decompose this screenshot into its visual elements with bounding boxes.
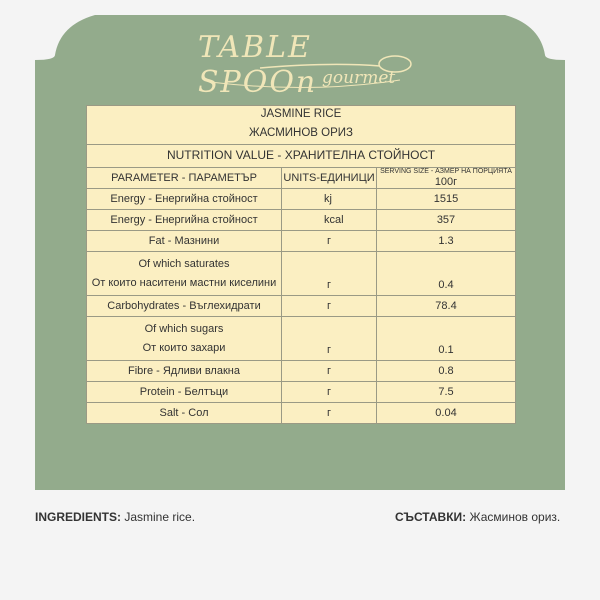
nutrient-label: Protein - Белтъци (87, 382, 282, 403)
ingredients-en-label: INGREDIENTS: (35, 510, 122, 524)
nutrient-unit: kj (282, 189, 377, 210)
brand-logo (190, 22, 420, 102)
nutrient-unit: г (282, 317, 377, 361)
ingredients-en-text: Jasmine rice. (121, 510, 196, 524)
nutrient-unit: г (282, 403, 377, 424)
product-name-bg: ЖАСМИНОВ ОРИЗ (87, 124, 516, 145)
column-header-units: UNITS-ЕДИНИЦИ (282, 168, 377, 189)
nutrient-value: 1.3 (377, 231, 516, 252)
nutrient-unit: г (282, 382, 377, 403)
table-row (87, 296, 516, 317)
nutrient-unit: г (282, 361, 377, 382)
table-row (87, 382, 516, 403)
nutrient-label: Salt - Сол (87, 403, 282, 424)
nutrient-value: 357 (377, 210, 516, 231)
column-header-serving (377, 168, 516, 189)
nutrient-label: Energy - Енергийна стойност (87, 210, 282, 231)
ingredients-bg (395, 510, 560, 524)
logo-main-text: TABLE SPOOn (198, 30, 318, 100)
nutrient-unit: г (282, 296, 377, 317)
nutrient-value: 0.4 (377, 252, 516, 296)
nutrient-label (87, 317, 282, 361)
logo-sub-text: gourmet (322, 68, 396, 88)
table-row (87, 252, 516, 296)
nutrition-table (86, 105, 516, 424)
serving-size-label: SERVING SIZE - АЗМЕР НА ПОРЦИЯТА (380, 168, 512, 176)
table-row (87, 403, 516, 424)
table-row (87, 231, 516, 252)
nutrient-label: Fat - Мазнини (87, 231, 282, 252)
nutrient-label-bg: От които захари (142, 341, 226, 354)
nutrient-unit: г (282, 252, 377, 296)
table-row (87, 189, 516, 210)
nutrient-value: 0.1 (377, 317, 516, 361)
ingredients-bg-label: СЪСТАВКИ: (395, 510, 467, 524)
nutrient-value: 7.5 (377, 382, 516, 403)
serving-size-amount: 100г (434, 175, 458, 188)
nutrient-label: Energy - Енергийна стойност (87, 189, 282, 210)
product-name-en: JASMINE RICE (87, 106, 516, 125)
column-header-parameter: PARAMETER - ПАРАМЕТЪР (87, 168, 282, 189)
nutrient-unit: г (282, 231, 377, 252)
nutrient-label: Carbohydrates - Въглехидрати (87, 296, 282, 317)
nutrient-value: 78.4 (377, 296, 516, 317)
nutrient-value: 0.04 (377, 403, 516, 424)
section-title: NUTRITION VALUE - ХРАНИТЕЛНА СТОЙНОСТ (87, 145, 516, 168)
nutrient-unit: kcal (282, 210, 377, 231)
nutrient-label: Fibre - Ядливи влакна (87, 361, 282, 382)
table-row (87, 210, 516, 231)
ingredients-en (35, 510, 195, 524)
nutrient-label (87, 252, 282, 296)
nutrient-label-en: Of which saturates (138, 257, 230, 270)
table-row (87, 361, 516, 382)
ingredients-bg-text: Жасминов ориз. (466, 510, 561, 524)
nutrient-label-en: Of which sugars (144, 322, 224, 335)
nutrient-value: 1515 (377, 189, 516, 210)
nutrient-label-bg: От които наситени мастни киселини (91, 276, 277, 289)
table-row (87, 317, 516, 361)
nutrient-value: 0.8 (377, 361, 516, 382)
